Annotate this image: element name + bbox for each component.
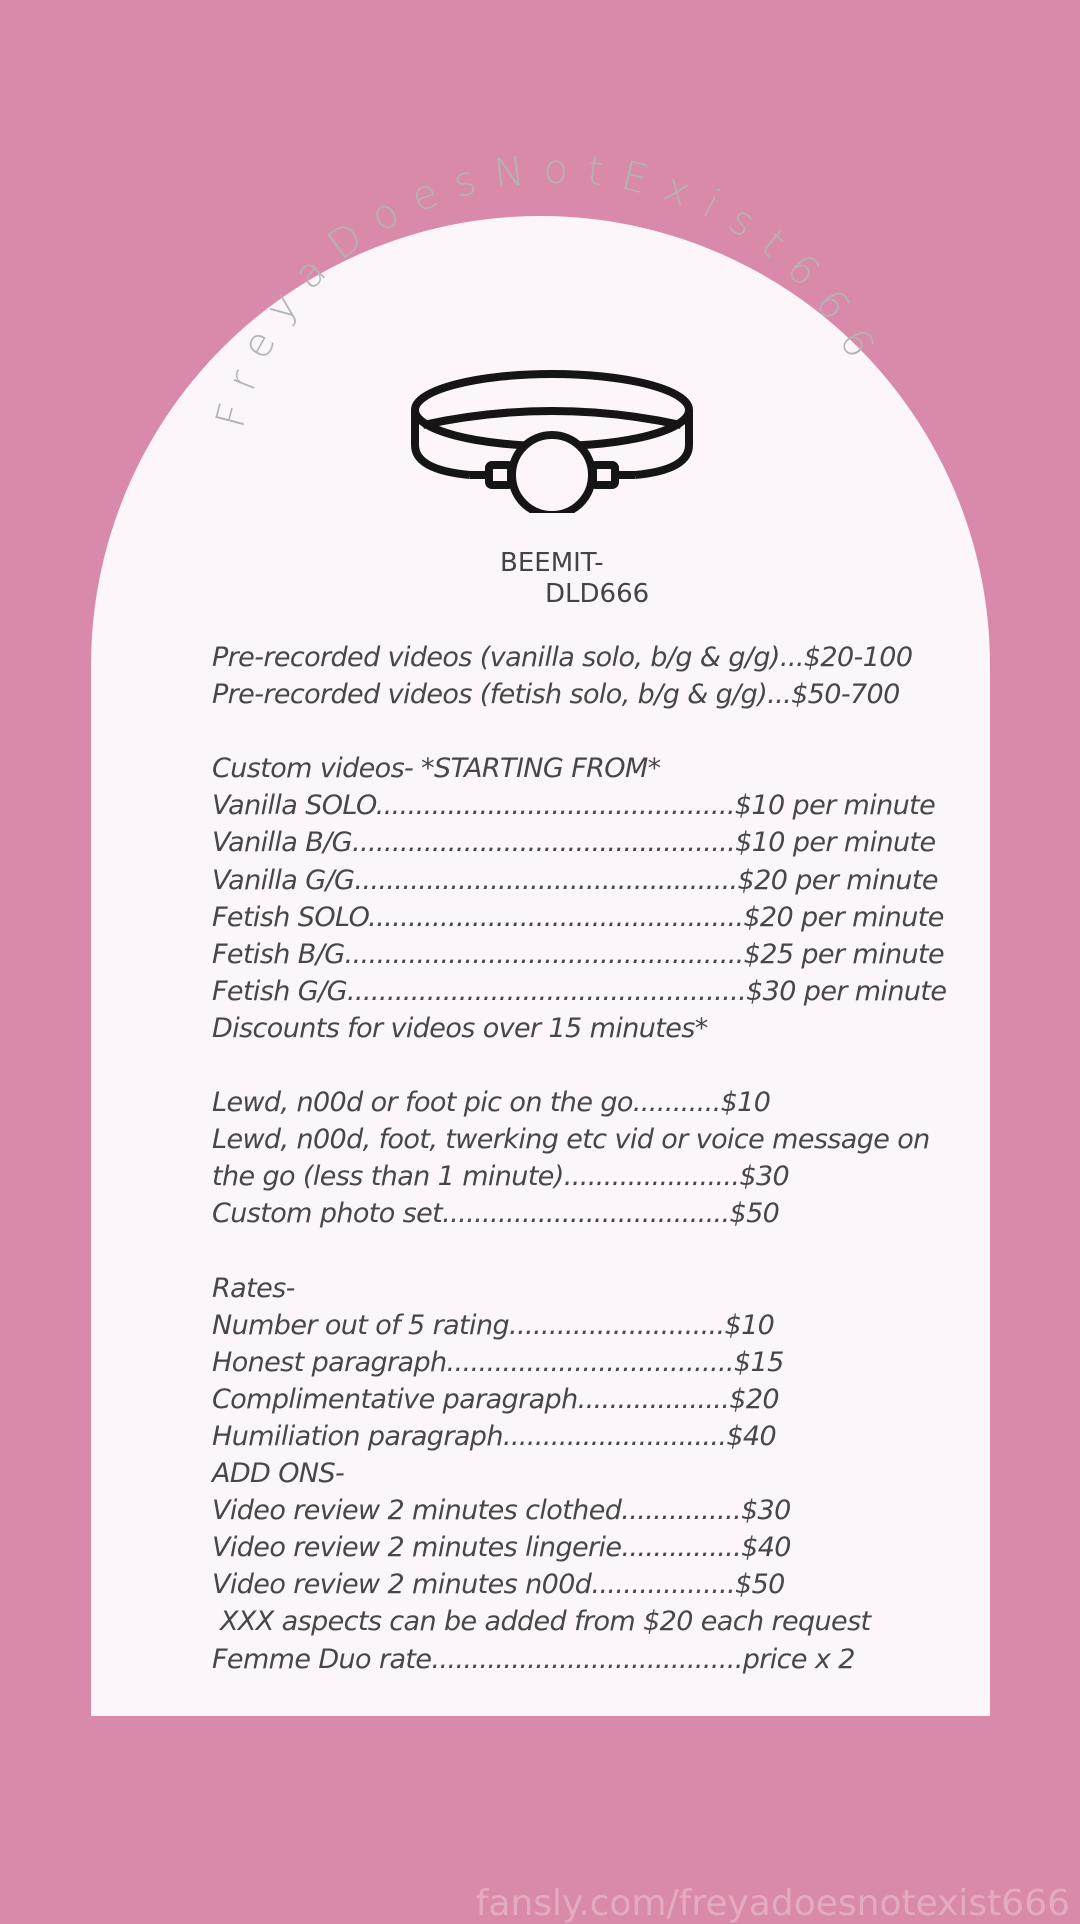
- menu-line: Vanilla B/G................................................$10 per minute: [212, 827, 936, 859]
- menu-line: Fetish SOLO...............................................$20 per minute: [212, 901, 944, 933]
- menu-line: [212, 713, 912, 750]
- footer-watermark: fansly.com/freyadoesnotexist666: [475, 1883, 1070, 1924]
- menu-line: Femme Duo rate.......................................price x 2: [212, 1643, 855, 1675]
- price-menu: [212, 639, 947, 1678]
- menu-line: Video review 2 minutes n00d..................$50: [212, 1569, 785, 1601]
- menu-line: XXX aspects can be added from $20 each request: [212, 1606, 871, 1638]
- menu-line: Discounts for videos over 15 minutes*: [212, 1012, 708, 1044]
- menu-line: Custom videos- *STARTING FROM*: [212, 753, 661, 785]
- menu-line: Pre-recorded videos (vanilla solo, b/g & g/g)...$20-100: [212, 642, 913, 673]
- handle-line1: BEEMIT-: [500, 548, 604, 578]
- menu-line: [212, 1233, 912, 1270]
- handle-line2: DLD666: [545, 579, 650, 609]
- menu-line: Pre-recorded videos (fetish solo, b/g & g/g)...$50-700: [212, 679, 900, 711]
- menu-line: Custom photo set....................................$50: [212, 1198, 780, 1230]
- menu-line: Video review 2 minutes lingerie...............$40: [212, 1532, 791, 1564]
- menu-line: Number out of 5 rating...........................$10: [212, 1309, 775, 1341]
- menu-line: Lewd, n00d, foot, twerking etc vid or voice message on: [212, 1124, 930, 1156]
- menu-line: Vanilla G/G................................................$20 per minute: [212, 864, 938, 896]
- menu-line: Humiliation paragraph............................$40: [212, 1420, 777, 1452]
- menu-line: Fetish G/G..................................................$30 per minute: [212, 975, 947, 1007]
- menu-line: the go (less than 1 minute)......................$30: [212, 1161, 790, 1193]
- handle-text: [500, 548, 649, 610]
- menu-line: Video review 2 minutes clothed...............$30: [212, 1495, 791, 1527]
- menu-line: Vanilla SOLO.............................................$10 per minute: [212, 790, 936, 822]
- menu-line: Fetish B/G..................................................$25 per minute: [212, 938, 945, 970]
- ball-gag-icon: [405, 365, 700, 513]
- menu-line: Lewd, n00d or foot pic on the go...........$10: [212, 1087, 771, 1119]
- menu-line: ADD ONS-: [212, 1458, 345, 1490]
- menu-line: Honest paragraph....................................$15: [212, 1346, 784, 1378]
- menu-line: [212, 1047, 912, 1084]
- menu-line: Complimentative paragraph...................$20: [212, 1383, 780, 1415]
- arc-title-path: FreyaDoesNotExist666: [207, 146, 891, 433]
- menu-line: Rates-: [212, 1272, 295, 1304]
